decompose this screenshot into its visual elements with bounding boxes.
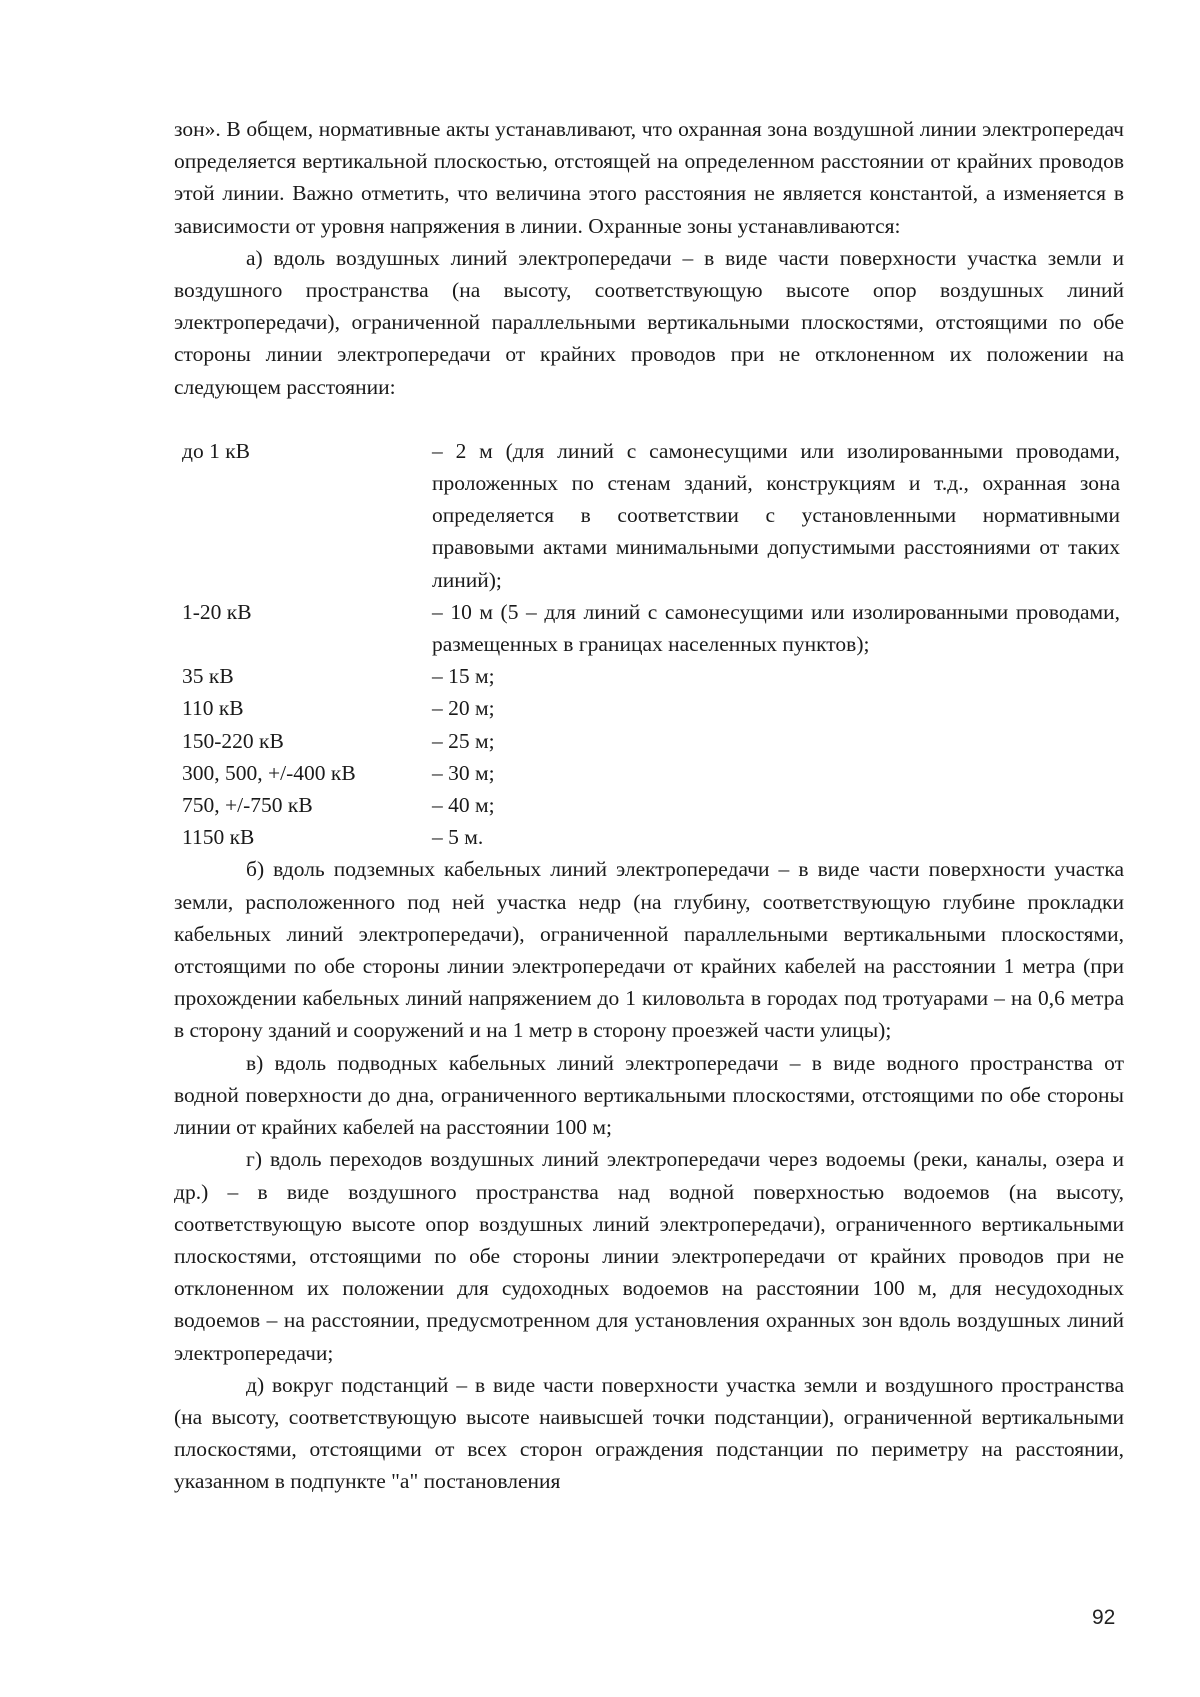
paragraph-intro: зон». В общем, нормативные акты устанавливают, что охранная зона воздушной линии электропередач определяется вертикальной плоскостью, отстоящей на определенном расстоянии от крайних проводов этой линии. Важно отметить, что величина этого расстояния не является константой, а изменяется в зависимости от уровня напряжения в линии. Охранные зоны устанавливаются: bbox=[174, 117, 1124, 238]
distance-cell: – 5 м. bbox=[432, 825, 484, 850]
voltage-distance-table bbox=[182, 435, 1120, 854]
voltage-cell: 1150 кВ bbox=[182, 825, 255, 850]
table-row bbox=[182, 692, 1120, 724]
table-row bbox=[182, 660, 1120, 692]
voltage-cell: 300, 500, +/-400 кВ bbox=[182, 760, 356, 785]
table-row bbox=[182, 789, 1120, 821]
page-number: 92 bbox=[1092, 1606, 1116, 1629]
distance-cell: – 10 м (5 – для линий с самонесущими или изолированными проводами, размещенных в границах населенных пунктов); bbox=[432, 599, 1120, 657]
distance-cell: – 2 м (для линий с самонесущими или изолированными проводами, проложенных по стенам зданий, конструкциям и т.д., охранная зона определяется в соответствии с установленными нормативными правовыми актами минимальными допустимыми расстояниями от таких линий); bbox=[432, 438, 1120, 592]
table-row bbox=[182, 757, 1120, 789]
voltage-cell: 110 кВ bbox=[182, 696, 244, 721]
voltage-cell: 1-20 кВ bbox=[182, 599, 252, 624]
distance-cell: – 20 м; bbox=[432, 696, 495, 721]
paragraph-item-b: б) вдоль подземных кабельных линий электропередачи – в виде части поверхности участка земли, расположенного под ней участка недр (на глубину, соответствующую глубине прокладки кабельных линий электропередачи), ограниченной параллельными вертикальными плоскостями, отстоящими по обе стороны линии электропередачи от крайних кабелей на расстоянии 1 метра (при прохождении кабельных линий напряжением до 1 киловольта в городах под тротуарами – на 0,6 метра в сторону зданий и сооружений и на 1 метр в сторону проезжей части улицы); bbox=[174, 857, 1124, 1043]
table-row bbox=[182, 821, 1120, 853]
distance-cell: – 40 м; bbox=[432, 793, 495, 818]
paragraph-item-g: г) вдоль переходов воздушных линий электропередачи через водоемы (реки, каналы, озера и др.) – в виде воздушного пространства над водной поверхностью водоемов (на высоту, соответствующую высоте опор воздушных линий электропередачи), ограниченного вертикальными плоскостями, отстоящими по обе стороны линии электропередачи от крайних проводов при не отклоненном их положении для судоходных водоемов на расстоянии 100 м, для несудоходных водоемов – на расстоянии, предусмотренном для установления охранных зон вдоль воздушных линий электропередачи; bbox=[174, 1147, 1124, 1365]
distance-cell: – 15 м; bbox=[432, 664, 495, 689]
table-row bbox=[182, 435, 1120, 596]
paragraph-item-d: д) вокруг подстанций – в виде части поверхности участка земли и воздушного пространства (на высоту, соответствующую высоте наивысшей точки подстанции), ограниченной вертикальными плоскостями, отстоящими от всех сторон ограждения подстанции по периметру на расстоянии, указанном в подпункте "а" постановления bbox=[174, 1372, 1124, 1494]
table-row bbox=[182, 596, 1120, 660]
voltage-cell: 150-220 кВ bbox=[182, 728, 284, 753]
voltage-cell: 35 кВ bbox=[182, 664, 234, 689]
distance-cell: – 25 м; bbox=[432, 728, 495, 753]
table-row bbox=[182, 725, 1120, 757]
paragraph-item-a: а) вдоль воздушных линий электропередачи – в виде части поверхности участка земли и воздушного пространства (на высоту, соответствующую высоте опор воздушных линий электропередачи), ограниченной параллельными вертикальными плоскостями, отстоящими по обе стороны линии электропередачи от крайних проводов при не отклоненном их положении на следующем расстоянии: bbox=[174, 245, 1124, 399]
voltage-cell: 750, +/-750 кВ bbox=[182, 793, 313, 818]
paragraph-item-v: в) вдоль подводных кабельных линий электропередачи – в виде водного пространства от водной поверхности до дна, ограниченного вертикальными плоскостями, отстоящими по обе стороны линии от крайних кабелей на расстоянии 100 м; bbox=[174, 1050, 1124, 1140]
voltage-cell: до 1 кВ bbox=[182, 438, 250, 463]
document-page bbox=[174, 113, 1124, 1498]
distance-cell: – 30 м; bbox=[432, 760, 495, 785]
